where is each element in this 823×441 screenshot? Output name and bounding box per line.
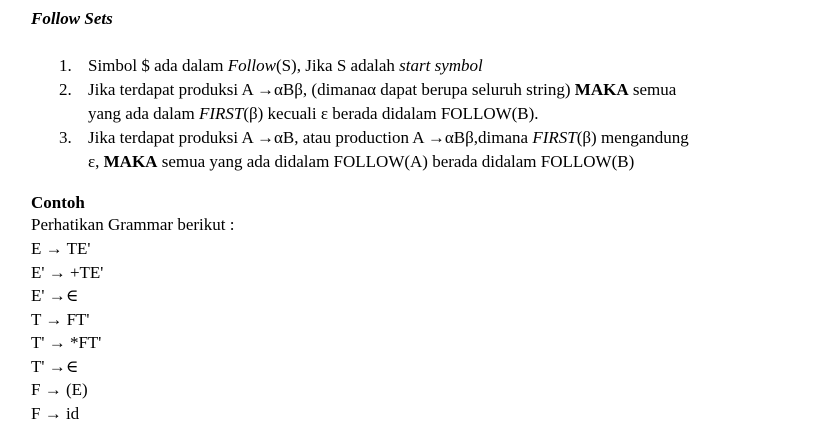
- rule-item: [59, 54, 789, 78]
- rule-text: Simbol $ ada dalam: [88, 56, 228, 75]
- rule-text: Jika terdapat produksi A →αB, atau production A →αBβ,dimana: [88, 128, 533, 147]
- rule-line: [88, 78, 789, 102]
- rule-text: semua yang ada didalam FOLLOW(A) berada didalam FOLLOW(B): [157, 152, 635, 171]
- grammar-production: E' → +TE': [31, 262, 104, 282]
- rule-text: (S), Jika S adalah: [275, 56, 400, 75]
- rule-text: MAKA: [103, 152, 158, 171]
- rule-line: [88, 150, 789, 174]
- rule-text: start symbol: [399, 56, 483, 75]
- grammar-production: F → id: [31, 403, 80, 423]
- rule-line: [88, 54, 789, 78]
- rule-line: [88, 102, 789, 126]
- grammar-production: T' → *FT': [31, 333, 102, 352]
- rule-item: [59, 126, 789, 174]
- follow-rules-list: [59, 54, 789, 174]
- rule-text: Jika terdapat produksi A →αBβ, (dimanaα dapat berupa seluruh string): [88, 80, 575, 99]
- rule-text: (β) mengandung: [576, 128, 689, 147]
- grammar-production: E → TE': [31, 239, 91, 258]
- grammar-production: E' →∈: [31, 286, 79, 305]
- rule-text: MAKA: [574, 80, 629, 99]
- section-heading: Follow Sets: [31, 9, 113, 28]
- rule-text: FIRST: [532, 128, 577, 147]
- rule-number: 3.: [59, 128, 72, 147]
- grammar-productions: [31, 237, 103, 425]
- rule-item: [59, 78, 789, 126]
- grammar-production: F → (E): [31, 380, 88, 399]
- rule-text: FIRST: [198, 104, 244, 123]
- example-title: Contoh: [31, 193, 85, 212]
- grammar-production: T → FT': [31, 309, 90, 329]
- rule-number: 1.: [59, 56, 72, 75]
- rule-text: (β) kecuali ε berada didalam FOLLOW(B).: [243, 104, 539, 123]
- rule-text: ε,: [88, 152, 104, 171]
- grammar-production: T' →∈: [31, 356, 79, 376]
- example-intro: Perhatikan Grammar berikut :: [31, 215, 235, 234]
- rule-line: [88, 126, 789, 150]
- rule-text: yang ada dalam: [88, 104, 199, 123]
- rule-text: Follow: [227, 56, 276, 75]
- rule-number: 2.: [59, 80, 72, 99]
- rule-text: semua: [628, 80, 677, 99]
